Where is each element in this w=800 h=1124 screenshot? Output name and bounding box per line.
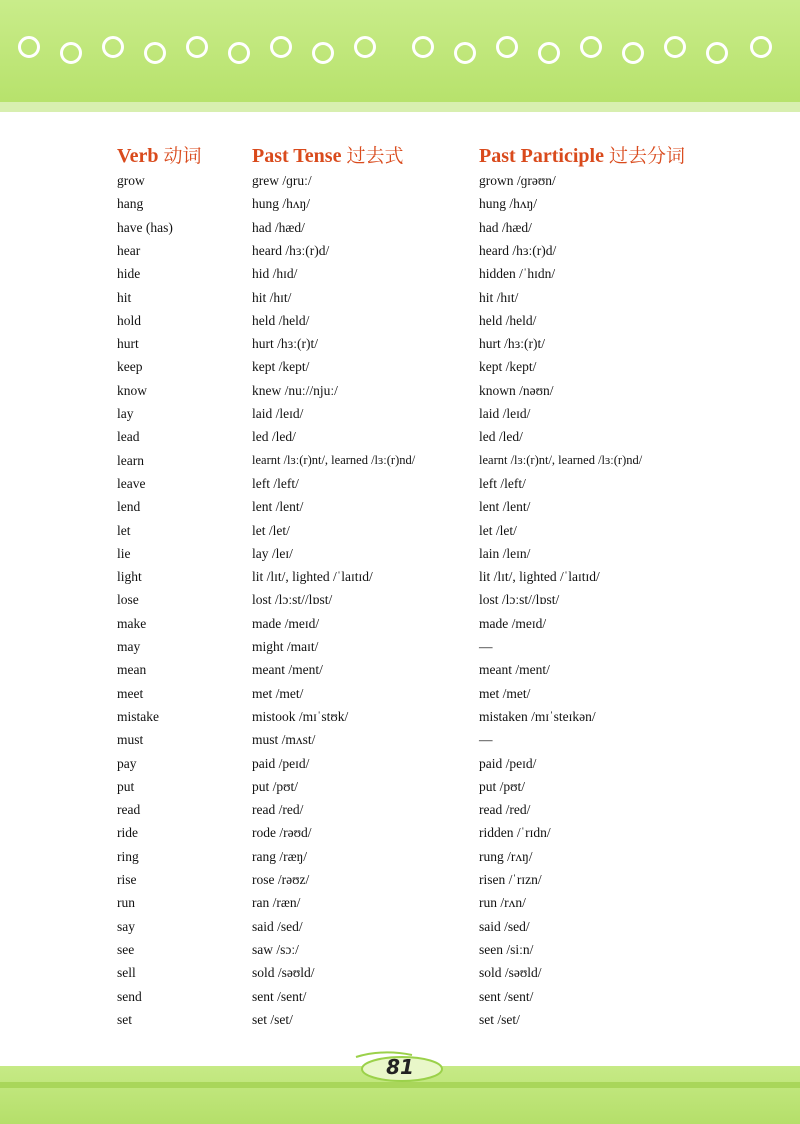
verb-cell: ring [117, 848, 139, 864]
verb-cell: see [117, 941, 135, 957]
table-row [117, 290, 777, 313]
past-participle-cell: learnt /lɜː(r)nt/, learned /lɜː(r)nd/ [479, 452, 643, 467]
verb-cell: hit [117, 289, 132, 305]
past-participle-cell: had /hæd/ [479, 219, 532, 235]
verb-cell: hold [117, 312, 142, 328]
verb-cell: lead [117, 429, 140, 445]
ring-icon [18, 36, 40, 58]
verb-cell: hurt [117, 336, 139, 352]
past-participle-cell: read /red/ [479, 802, 531, 818]
past-participle-cell: run /rʌn/ [479, 895, 526, 911]
verb-cell: lay [117, 406, 134, 421]
table-row [117, 989, 777, 1012]
past-participle-cell: rung /rʌŋ/ [479, 848, 533, 864]
ring-icon [186, 36, 208, 58]
verb-cell: learn [117, 452, 144, 468]
past-tense-cell: lent /lent/ [252, 499, 304, 515]
ring-icon [312, 42, 334, 64]
ring-icon [354, 36, 376, 58]
table-row [117, 196, 777, 219]
past-tense-cell: rode /rəʊd/ [252, 825, 312, 841]
header-participle-label: Past Participle [479, 145, 604, 167]
past-participle-cell: hit /hɪt/ [479, 289, 519, 305]
verb-cell: set [117, 1011, 132, 1027]
past-participle-cell: held /held/ [479, 312, 537, 328]
past-tense-cell: hid /hɪd/ [252, 266, 298, 282]
header-past-participle [479, 141, 685, 167]
past-participle-cell: grown /ɡrəʊn/ [479, 173, 556, 188]
table-row [117, 592, 777, 615]
past-participle-cell: — [479, 732, 493, 748]
past-participle-cell: risen /ˈrɪzn/ [479, 872, 542, 887]
header-past-tense [252, 141, 403, 167]
table-row [117, 523, 777, 546]
table-row [117, 779, 777, 802]
past-participle-cell: heard /hɜː(r)d/ [479, 242, 557, 258]
table-row [117, 453, 777, 476]
past-tense-cell: lay /leɪ/ [252, 545, 293, 561]
table-row [117, 732, 777, 755]
header-past-label: Past Tense [252, 145, 342, 167]
verb-cell: have (has) [117, 219, 173, 235]
verb-cell: put [117, 778, 135, 794]
table-row [117, 942, 777, 965]
ring-icon [750, 36, 772, 58]
table-row [117, 802, 777, 825]
table-row [117, 849, 777, 872]
past-participle-cell: said /sed/ [479, 918, 530, 934]
table-row [117, 243, 777, 266]
past-tense-cell: hurt /hɜː(r)t/ [252, 336, 319, 352]
past-tense-cell: met /met/ [252, 685, 304, 701]
table-row [117, 266, 777, 289]
past-tense-cell: saw /sɔː/ [252, 941, 299, 957]
verb-cell: grow [117, 173, 145, 188]
past-participle-cell: sold /səʊld/ [479, 965, 542, 981]
past-tense-cell: left /left/ [252, 475, 299, 491]
table-row [117, 639, 777, 662]
ring-icon [580, 36, 602, 58]
verb-cell: rise [117, 872, 137, 887]
table-row [117, 965, 777, 988]
past-tense-cell: read /red/ [252, 802, 304, 818]
past-tense-cell: sent /sent/ [252, 988, 307, 1004]
verb-cell: read [117, 802, 141, 818]
table-row [117, 313, 777, 336]
ring-icon [60, 42, 82, 64]
past-tense-cell: sold /səʊld/ [252, 965, 315, 981]
past-participle-cell: lain /leɪn/ [479, 545, 531, 561]
past-participle-cell: kept /kept/ [479, 359, 537, 375]
past-participle-cell: lost /lɔːst//lɒst/ [479, 592, 560, 608]
past-tense-cell: held /held/ [252, 312, 310, 328]
past-tense-cell: rang /ræŋ/ [252, 848, 308, 864]
header-verb-cn: 动词 [163, 145, 202, 167]
verb-cell: sell [117, 965, 136, 981]
verb-cell: run [117, 895, 135, 911]
ring-icon [706, 42, 728, 64]
past-participle-cell: led /led/ [479, 429, 523, 445]
past-participle-cell: made /meɪd/ [479, 615, 547, 631]
verb-cell: light [117, 569, 142, 585]
page-number: 81 [386, 1055, 414, 1079]
past-participle-cell: put /pʊt/ [479, 778, 526, 794]
table-row [117, 919, 777, 942]
ring-icon [228, 42, 250, 64]
header-divider [0, 102, 800, 112]
table-row [117, 686, 777, 709]
past-tense-cell: knew /nuː//njuː/ [252, 382, 338, 398]
ring-icon [270, 36, 292, 58]
page-number-badge [352, 1049, 448, 1085]
past-tense-cell: meant /ment/ [252, 662, 323, 678]
past-participle-cell: set /set/ [479, 1011, 520, 1027]
past-participle-cell: sent /sent/ [479, 988, 534, 1004]
past-tense-cell: heard /hɜː(r)d/ [252, 242, 330, 258]
past-tense-cell: learnt /lɜː(r)nt/, learned /lɜː(r)nd/ [252, 452, 416, 467]
verb-cell: know [117, 382, 147, 398]
past-tense-cell: put /pʊt/ [252, 778, 299, 794]
past-participle-cell: ridden /ˈrɪdn/ [479, 825, 551, 841]
past-tense-cell: said /sed/ [252, 918, 303, 934]
past-participle-cell: hurt /hɜː(r)t/ [479, 336, 546, 352]
table-row [117, 173, 777, 196]
past-tense-cell: led /led/ [252, 429, 296, 445]
ring-icon [538, 42, 560, 64]
table-row [117, 709, 777, 732]
verb-cell: lie [117, 545, 131, 561]
verb-cell: lend [117, 499, 141, 515]
table-row [117, 499, 777, 522]
table-row [117, 616, 777, 639]
verb-cell: let [117, 522, 131, 538]
table-row [117, 336, 777, 359]
ring-decoration-row [0, 32, 800, 72]
ring-icon [622, 42, 644, 64]
verb-cell: meet [117, 685, 144, 701]
table-row [117, 825, 777, 848]
table-row [117, 569, 777, 592]
past-participle-cell: lent /lent/ [479, 499, 531, 515]
verb-cell: hang [117, 196, 144, 212]
verb-cell: hear [117, 242, 141, 258]
past-participle-cell: known /nəʊn/ [479, 382, 554, 398]
verb-cell: pay [117, 755, 137, 771]
table-row [117, 872, 777, 895]
verb-cell: mistake [117, 708, 159, 724]
table-row [117, 546, 777, 569]
verb-cell: leave [117, 475, 146, 491]
past-tense-cell: hit /hɪt/ [252, 289, 292, 305]
verb-cell: may [117, 639, 141, 654]
verb-cell: must [117, 732, 144, 748]
ring-icon [454, 42, 476, 64]
table-row [117, 406, 777, 429]
past-participle-cell: laid /leɪd/ [479, 406, 531, 421]
table-row [117, 429, 777, 452]
past-participle-cell: seen /siːn/ [479, 941, 534, 957]
past-participle-cell: met /met/ [479, 685, 531, 701]
verb-cell: send [117, 988, 142, 1004]
ring-icon [144, 42, 166, 64]
past-tense-cell: kept /kept/ [252, 359, 310, 375]
verb-cell: hide [117, 266, 141, 282]
verb-cell: mean [117, 662, 147, 678]
verb-cell: lose [117, 592, 139, 608]
past-tense-cell: set /set/ [252, 1011, 293, 1027]
past-tense-cell: ran /ræn/ [252, 895, 301, 911]
verb-cell: ride [117, 825, 138, 841]
past-tense-cell: let /let/ [252, 522, 290, 538]
past-tense-cell: might /maɪt/ [252, 639, 319, 654]
table-row [117, 359, 777, 382]
table-row [117, 476, 777, 499]
table-row [117, 220, 777, 243]
header-participle-cn: 过去分词 [608, 145, 685, 167]
ring-icon [664, 36, 686, 58]
past-participle-cell: meant /ment/ [479, 662, 550, 678]
verb-cell: say [117, 918, 135, 934]
header-band [0, 0, 800, 102]
past-tense-cell: must /mʌst/ [252, 732, 316, 748]
ring-icon [496, 36, 518, 58]
past-tense-cell: laid /leɪd/ [252, 406, 304, 421]
past-participle-cell: left /left/ [479, 475, 526, 491]
table-row [117, 756, 777, 779]
header-past-cn: 过去式 [346, 145, 404, 167]
past-participle-cell: mistaken /mɪˈsteɪkən/ [479, 708, 596, 724]
ring-icon [102, 36, 124, 58]
past-tense-cell: made /meɪd/ [252, 615, 320, 631]
past-participle-cell: hung /hʌŋ/ [479, 196, 538, 212]
table-row [117, 1012, 777, 1035]
past-tense-cell: rose /rəʊz/ [252, 872, 310, 887]
past-participle-cell: hidden /ˈhɪdn/ [479, 266, 556, 282]
past-tense-cell: lost /lɔːst//lɒst/ [252, 592, 333, 608]
past-participle-cell: lit /lɪt/, lighted /ˈlaɪtɪd/ [479, 569, 600, 585]
header-verb [117, 141, 202, 167]
past-tense-cell: hung /hʌŋ/ [252, 196, 311, 212]
past-participle-cell: let /let/ [479, 522, 517, 538]
table-row [117, 383, 777, 406]
past-participle-cell: — [479, 639, 493, 654]
table-row [117, 895, 777, 918]
table-row [117, 662, 777, 685]
past-tense-cell: lit /lɪt/, lighted /ˈlaɪtɪd/ [252, 569, 373, 585]
verb-cell: keep [117, 359, 143, 375]
header-verb-label: Verb [117, 145, 159, 167]
past-tense-cell: grew /ɡruː/ [252, 173, 312, 188]
ring-icon [412, 36, 434, 58]
past-tense-cell: paid /peɪd/ [252, 755, 310, 771]
past-tense-cell: had /hæd/ [252, 219, 305, 235]
past-tense-cell: mistook /mɪˈstʊk/ [252, 708, 349, 724]
past-participle-cell: paid /peɪd/ [479, 755, 537, 771]
verb-cell: make [117, 615, 147, 631]
